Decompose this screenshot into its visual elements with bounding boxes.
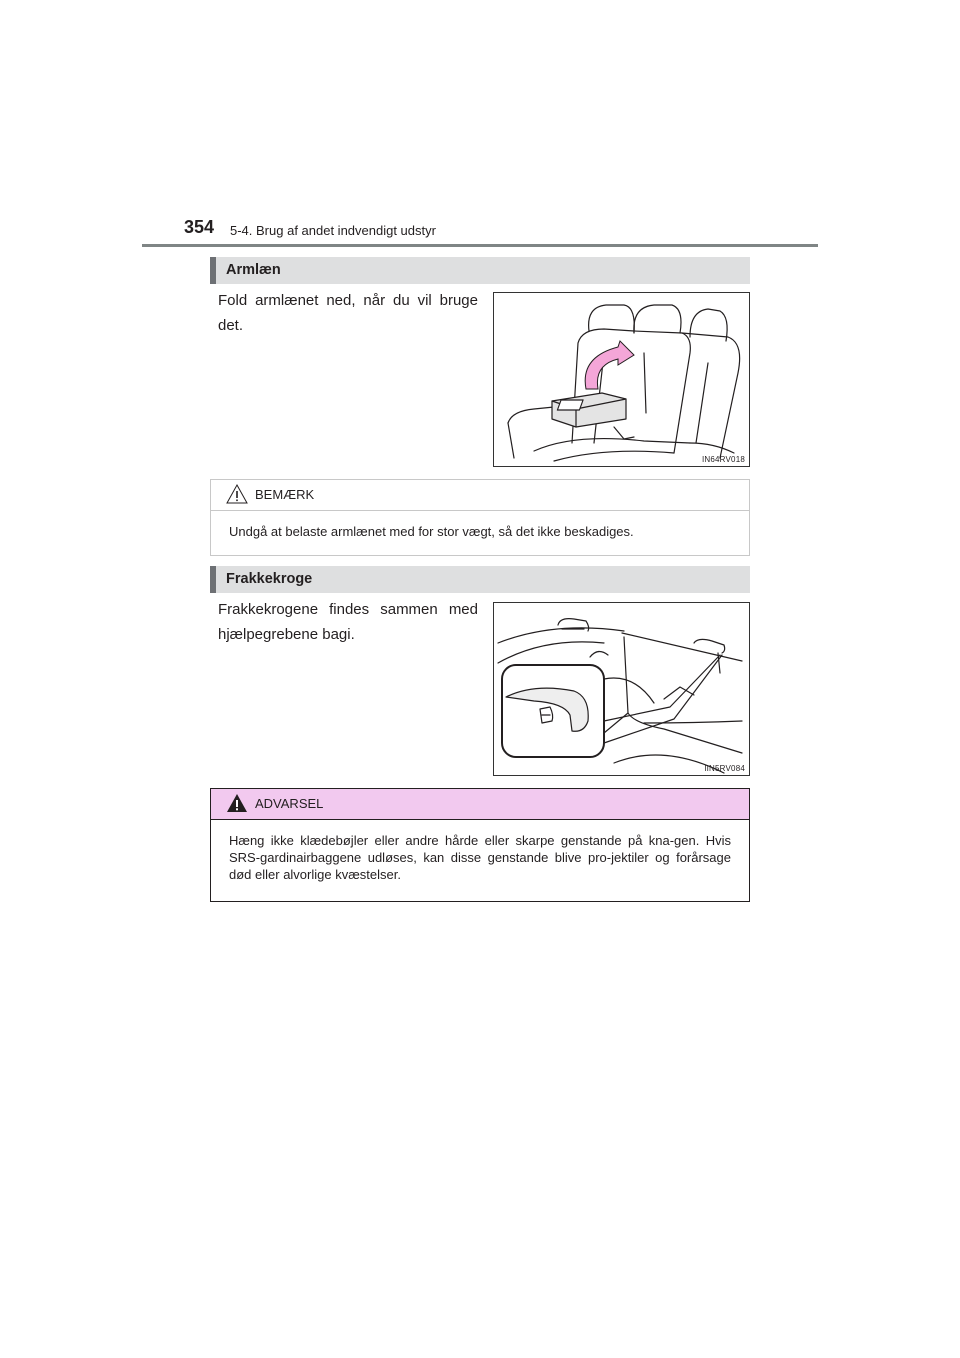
notice-box [210,479,750,556]
notice-header [211,480,749,511]
armrest-illustration [493,292,750,467]
section-heading-armrest: Armlæn [210,257,750,284]
chapter-title: 5-4. Brug af andet indvendigt udstyr [230,223,436,238]
warning-header [211,789,749,820]
rear-seat-armrest-illustration [494,293,749,466]
armrest-instructions: Fold armlænet ned, når du vil bruge det. [218,292,478,334]
caution-triangle-outline-icon [225,483,249,510]
page-number: 354 [184,217,215,237]
warning-triangle-filled-icon [225,792,249,819]
coat-hook-illustration-drawing [494,603,749,775]
notice-text: Undgå at belaste armlænet med for stor vægt, så det ikke beskadiges. [229,524,634,539]
warning-box [210,788,750,902]
header-rule [142,244,818,247]
coat-hook-instructions: Frakkekrogene findes sammen med hjælpegrebene bagi. [218,601,478,643]
illustration-code: IN64RV018 [701,455,745,464]
warning-text: Hæng ikke klædebøjler eller andre hårde eller skarpe genstande på kna-gen. Hvis SRS-gardinairbaggene udløses, kan disse genstande blive pro-jektiler og forårsage død eller alvorlige kvæstelser. [229,833,731,882]
coat-hook-illustration [493,602,750,776]
warning-label: ADVARSEL [255,796,324,811]
notice-label: BEMÆRK [255,487,315,502]
illustration-code: IIN5RV084 [704,764,745,773]
section-heading-coat-hooks: Frakkekroge [210,566,750,593]
